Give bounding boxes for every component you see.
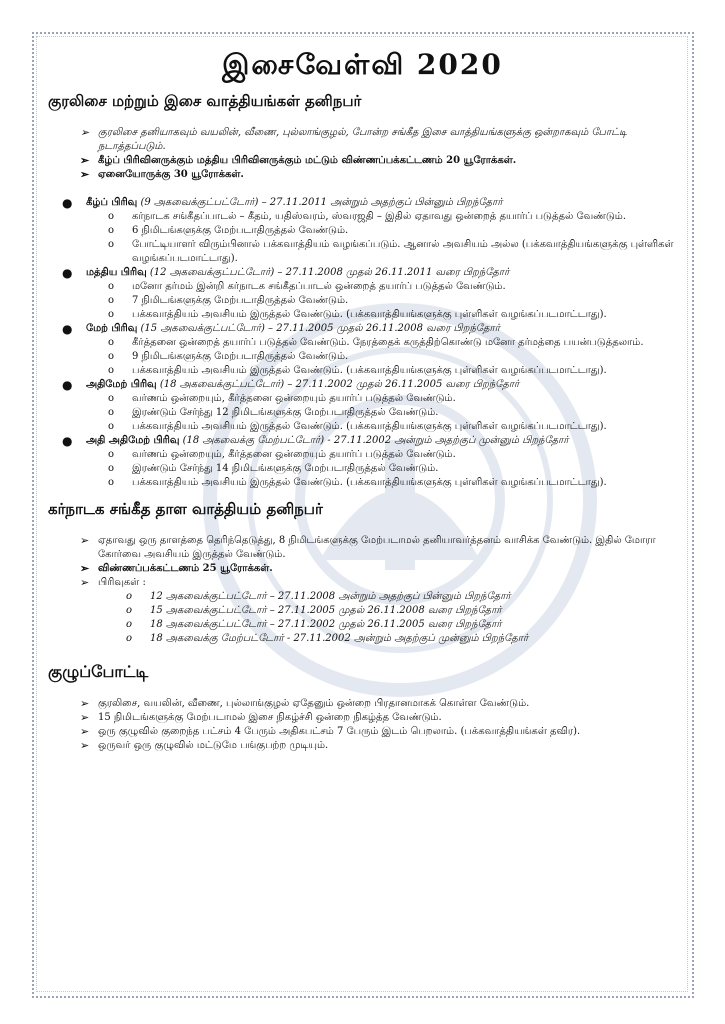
- circle-bullet-icon: o: [108, 281, 115, 292]
- division-item: ● மேற் பிரிவு (15 அகவைக்குட்பட்டோர்) – 27.11.2005 முதல் 26.11.2008 வரை பிறந்தோர் o கீர்த்தனை ஒன்றைத் தயார்ப் படுத்தல் வேண்டும். நேரத்தைக் கருத்திற்கொண்டு மனோ தர்மத்தை பயன்படுத்தலாம். o 9 நிமிடங்களுக்கு மேற்படாதிருத்தல் வேண்டும். o பக்கவாத்தியம் அவசியம் இருத்தல் வேண்டும். (பக்கவாத்தியங்களுக்கு புள்ளிகள் வழங்கப்படமாட்டாது).: [62, 322, 684, 378]
- arrow-bullet-icon: ➢: [80, 711, 90, 724]
- sub-item: o 15 அகவைக்குட்பட்டோர் – 27.11.2005 முதல் 26.11.2008 வரை பிறந்தோர்: [126, 605, 502, 616]
- sub-item: o பக்கவாத்தியம் அவசியம் இருத்தல் வேண்டும். (பக்கவாத்தியங்களுக்கு புள்ளிகள் வழங்கப்படமாட்டாது).: [108, 477, 607, 488]
- arrow-bullet-icon: ➢: [80, 739, 90, 752]
- arrow-bullet-icon: ➢: [80, 576, 90, 589]
- circle-bullet-icon: o: [126, 605, 133, 616]
- document-body: [48, 92, 684, 753]
- sub-item: o போட்டியாளர் விரும்பினால் பக்கவாத்தியம் வழங்கப்படும். ஆனால் அவசியம் அல்ல (பக்கவாத்தியங்களுக்கு புள்ளிகள் வழங்கப்படமாட்டாது).: [108, 239, 674, 264]
- division-item: ● மத்திய பிரிவு (12 அகவைக்குட்பட்டோர்) – 27.11.2008 முதல் 26.11.2011 வரை பிறந்தோர் o மனோ தர்மம் இன்றி கர்நாடக சங்கீதப்பாடல் ஒன்றைத் தயார்ப் படுத்தல் வேண்டும். o 7 நிமிடங்களுக்கு மேற்படாதிருத்தல் வேண்டும். o பக்கவாத்தியம் அவசியம் இருத்தல் வேண்டும். (பக்கவாத்தியங்களுக்கு புள்ளிகள் வழங்கப்படமாட்டாது).: [62, 266, 684, 322]
- list-item: ➢ விண்ணப்பக்கட்டணம் 25 யூரோக்கள்.: [80, 562, 273, 575]
- sub-item: o இரண்டும் சேர்ந்து 12 நிமிடங்களுக்கு மேற்படாதிருத்தல் வேண்டும்.: [108, 407, 439, 418]
- arrow-bullet-icon: ➢: [80, 126, 90, 139]
- circle-bullet-icon: o: [126, 619, 133, 630]
- sub-item: o கீர்த்தனை ஒன்றைத் தயார்ப் படுத்தல் வேண்டும். நேரத்தைக் கருத்திற்கொண்டு மனோ தர்மத்தை பயன்படுத்தலாம்.: [108, 337, 644, 348]
- circle-bullet-icon: o: [108, 365, 115, 376]
- circle-bullet-icon: o: [108, 351, 115, 362]
- bullet-dot-icon: ●: [62, 434, 73, 448]
- divisions-list: [48, 196, 684, 490]
- circle-bullet-icon: o: [108, 295, 115, 306]
- circle-bullet-icon: o: [108, 463, 115, 474]
- section-heading-group: குழுப்போட்டி: [48, 662, 149, 681]
- sub-item: o பக்கவாத்தியம் அவசியம் இருத்தல் வேண்டும். (பக்கவாத்தியங்களுக்கு புள்ளிகள் வழங்கப்படமாட்டாது).: [108, 309, 607, 320]
- page-title: இசைவேள்வி 2020: [222, 48, 503, 81]
- bullet-dot-icon: ●: [62, 378, 73, 392]
- circle-bullet-icon: o: [108, 309, 115, 320]
- circle-bullet-icon: o: [108, 239, 115, 250]
- arrow-bullet-icon: ➢: [80, 154, 90, 167]
- sub-item: o பக்கவாத்தியம் அவசியம் இருத்தல் வேண்டும். (பக்கவாத்தியங்களுக்கு புள்ளிகள் வழங்கப்படமாட்டாது).: [108, 421, 607, 432]
- sub-item: o 18 அகவைக்குட்பட்டோர் – 27.11.2002 முதல் 26.11.2005 வரை பிறந்தோர்: [126, 619, 502, 630]
- circle-bullet-icon: o: [108, 225, 115, 236]
- list-item: ➢ குரலிசை தனியாகவும் வயலின், வீணை, புல்லாங்குழல், போன்ற சங்கீத இசை வாத்தியங்களுக்கு ஒன்றாகவும் போட்டி நடாத்தப்படும்.: [80, 126, 628, 152]
- sub-item: o பக்கவாத்தியம் அவசியம் இருத்தல் வேண்டும். (பக்கவாத்தியங்களுக்கு புள்ளிகள் வழங்கப்படமாட்டாது).: [108, 365, 607, 376]
- bullet-dot-icon: ●: [62, 196, 73, 210]
- list-item: ➢ ஒரு குழுவில் குறைந்த பட்சம் 4 பேரும் அதிகபட்சம் 7 பேரும் இடம் பெறலாம். (பக்கவாத்தியங்கள் தவிர).: [80, 725, 581, 738]
- arrow-bullet-icon: ➢: [80, 725, 90, 738]
- list-item: ➢ பிரிவுகள் : o 12 அகவைக்குட்பட்டோர் – 27.11.2008 அன்றும் அதற்குப் பின்னும் பிறந்தோர் o 15 அகவைக்குட்பட்டோர் – 27.11.2005 முதல் 26.11.2008 வரை பிறந்தோர் o 18 அகவைக்குட்பட்டோர் – 27.11.2002 முதல் 26.11.2005 வரை பிறந்தோர் o 18 அகவைக்கு மேற்பட்டோர் - 27.11.2002 அன்றும் அதற்குப் முன்னும் பிறந்தோர்: [80, 576, 684, 646]
- circle-bullet-icon: o: [108, 407, 115, 418]
- sub-item: o மனோ தர்மம் இன்றி கர்நாடக சங்கீதப்பாடல் ஒன்றைத் தயார்ப் படுத்தல் வேண்டும்.: [108, 281, 506, 292]
- circle-bullet-icon: o: [108, 337, 115, 348]
- list-item: ➢ ஒருவர் ஒரு குழுவில் மட்டுமே பங்குபற்ற முடியும்.: [80, 739, 329, 752]
- list-item: ➢ கீழ்ப் பிரிவினருக்கும் மத்திய பிரிவினருக்கும் மட்டும் விண்ணப்பக்கட்டணம் 20 யூரோக்கள்.: [80, 154, 517, 167]
- list-item: ➢ குரலிசை, வயலின், வீணை, புல்லாங்குழல் ஏதேனும் ஒன்றை பிரதானமாகக் கொள்ள வேண்டும்.: [80, 697, 530, 710]
- sub-item: o 6 நிமிடங்களுக்கு மேற்படாதிருத்தல் வேண்டும்.: [108, 225, 349, 236]
- sub-item: o கர்நாடக சங்கீதப்பாடல் – கீதம், யதிஸ்வரம், ஸ்வரஜதி – இதில் ஏதாவது ஒன்றைத் தயார்ப் படுத்தல் வேண்டும்.: [108, 211, 627, 222]
- circle-bullet-icon: o: [126, 591, 133, 602]
- list-item: ➢ ஏதாவது ஒரு தாளத்தை தெரிந்தெடுத்து, 8 நிமிடங்களுக்கு மேற்படாமல் தனியாவர்த்தனம் வாசிக்க வேண்டும். இதில் மோரா கோர்வை அவசியம் இருத்தல் வேண்டும்.: [80, 534, 656, 560]
- sub-item: o வர்ணம் ஒன்றையும், கீர்த்தனை ஒன்றையும் தயார்ப் படுத்தல் வேண்டும்.: [108, 449, 456, 460]
- circle-bullet-icon: o: [108, 211, 115, 222]
- circle-bullet-icon: o: [108, 449, 115, 460]
- circle-bullet-icon: o: [108, 477, 115, 488]
- arrow-bullet-icon: ➢: [80, 562, 90, 575]
- circle-bullet-icon: o: [108, 393, 115, 404]
- section-heading-percussion: கர்நாடக சங்கீத தாள வாத்தியம் தனிநபர்: [48, 500, 323, 518]
- division-item: ● அதி அதிமேற் பிரிவு (18 அகவைக்கு மேற்பட்டோர்) - 27.11.2002 அன்றும் அதற்குப் முன்னும் பிறந்தோர் o வர்ணம் ஒன்றையும், கீர்த்தனை ஒன்றையும் தயார்ப் படுத்தல் வேண்டும். o இரண்டும் சேர்ந்து 14 நிமிடங்களுக்கு மேற்படாதிருத்தல் வேண்டும். o பக்கவாத்தியம் அவசியம் இருத்தல் வேண்டும். (பக்கவாத்தியங்களுக்கு புள்ளிகள் வழங்கப்படமாட்டாது).: [62, 434, 684, 490]
- sub-item: o 9 நிமிடங்களுக்கு மேற்படாதிருத்தல் வேண்டும்.: [108, 351, 349, 362]
- arrow-bullet-icon: ➢: [80, 168, 90, 181]
- list-item: ➢ ஏனையோருக்கு 30 யூரோக்கள்.: [80, 168, 244, 181]
- sub-item: o 7 நிமிடங்களுக்கு மேற்படாதிருத்தல் வேண்டும்.: [108, 295, 349, 306]
- list-item: ➢ 15 நிமிடங்களுக்கு மேற்படாமல் இசை நிகழ்ச்சி ஒன்றை நிகழ்த்த வேண்டும்.: [80, 711, 442, 724]
- circle-bullet-icon: o: [126, 633, 133, 644]
- sub-item: o 12 அகவைக்குட்பட்டோர் – 27.11.2008 அன்றும் அதற்குப் பின்னும் பிறந்தோர்: [126, 591, 511, 602]
- circle-bullet-icon: o: [108, 421, 115, 432]
- arrow-bullet-icon: ➢: [80, 697, 90, 710]
- arrow-bullet-icon: ➢: [80, 534, 90, 547]
- division-item: ● அதிமேற் பிரிவு (18 அகவைக்குட்பட்டோர்) – 27.11.2002 முதல் 26.11.2005 வரை பிறந்தோர் o வர்ணம் ஒன்றையும், கீர்த்தனை ஒன்றையும் தயார்ப் படுத்தல் வேண்டும். o இரண்டும் சேர்ந்து 12 நிமிடங்களுக்கு மேற்படாதிருத்தல் வேண்டும். o பக்கவாத்தியம் அவசியம் இருத்தல் வேண்டும். (பக்கவாத்தியங்களுக்கு புள்ளிகள் வழங்கப்படமாட்டாது).: [62, 378, 684, 434]
- section-heading-vocal-instrument: குரலிசை மற்றும் இசை வாத்தியங்கள் தனிநபர்: [48, 92, 362, 110]
- intro-list: [48, 126, 684, 182]
- sub-item: o 18 அகவைக்கு மேற்பட்டோர் - 27.11.2002 அன்றும் அதற்குப் முன்னும் பிறந்தோர்: [126, 633, 529, 644]
- bullet-dot-icon: ●: [62, 266, 73, 280]
- sub-item: o வர்ணம் ஒன்றையும், கீர்த்தனை ஒன்றையும் தயார்ப் படுத்தல் வேண்டும்.: [108, 393, 456, 404]
- division-item: ● கீழ்ப் பிரிவு (9 அகவைக்குட்பட்டோர்) – 27.11.2011 அன்றும் அதற்குப் பின்னும் பிறந்தோர் o கர்நாடக சங்கீதப்பாடல் – கீதம், யதிஸ்வரம், ஸ்வரஜதி – இதில் ஏதாவது ஒன்றைத் தயார்ப் படுத்தல் வேண்டும். o 6 நிமிடங்களுக்கு மேற்படாதிருத்தல் வேண்டும். o போட்டியாளர் விரும்பினால் பக்கவாத்தியம் வழங்கப்படும். ஆனால் அவசியம் அல்ல (பக்கவாத்தியங்களுக்கு புள்ளிகள் வழங்கப்படமாட்டாது).: [62, 196, 684, 266]
- group-list: [48, 697, 684, 753]
- sub-item: o இரண்டும் சேர்ந்து 14 நிமிடங்களுக்கு மேற்படாதிருத்தல் வேண்டும்.: [108, 463, 439, 474]
- bullet-dot-icon: ●: [62, 322, 73, 336]
- percussion-list: [48, 534, 684, 646]
